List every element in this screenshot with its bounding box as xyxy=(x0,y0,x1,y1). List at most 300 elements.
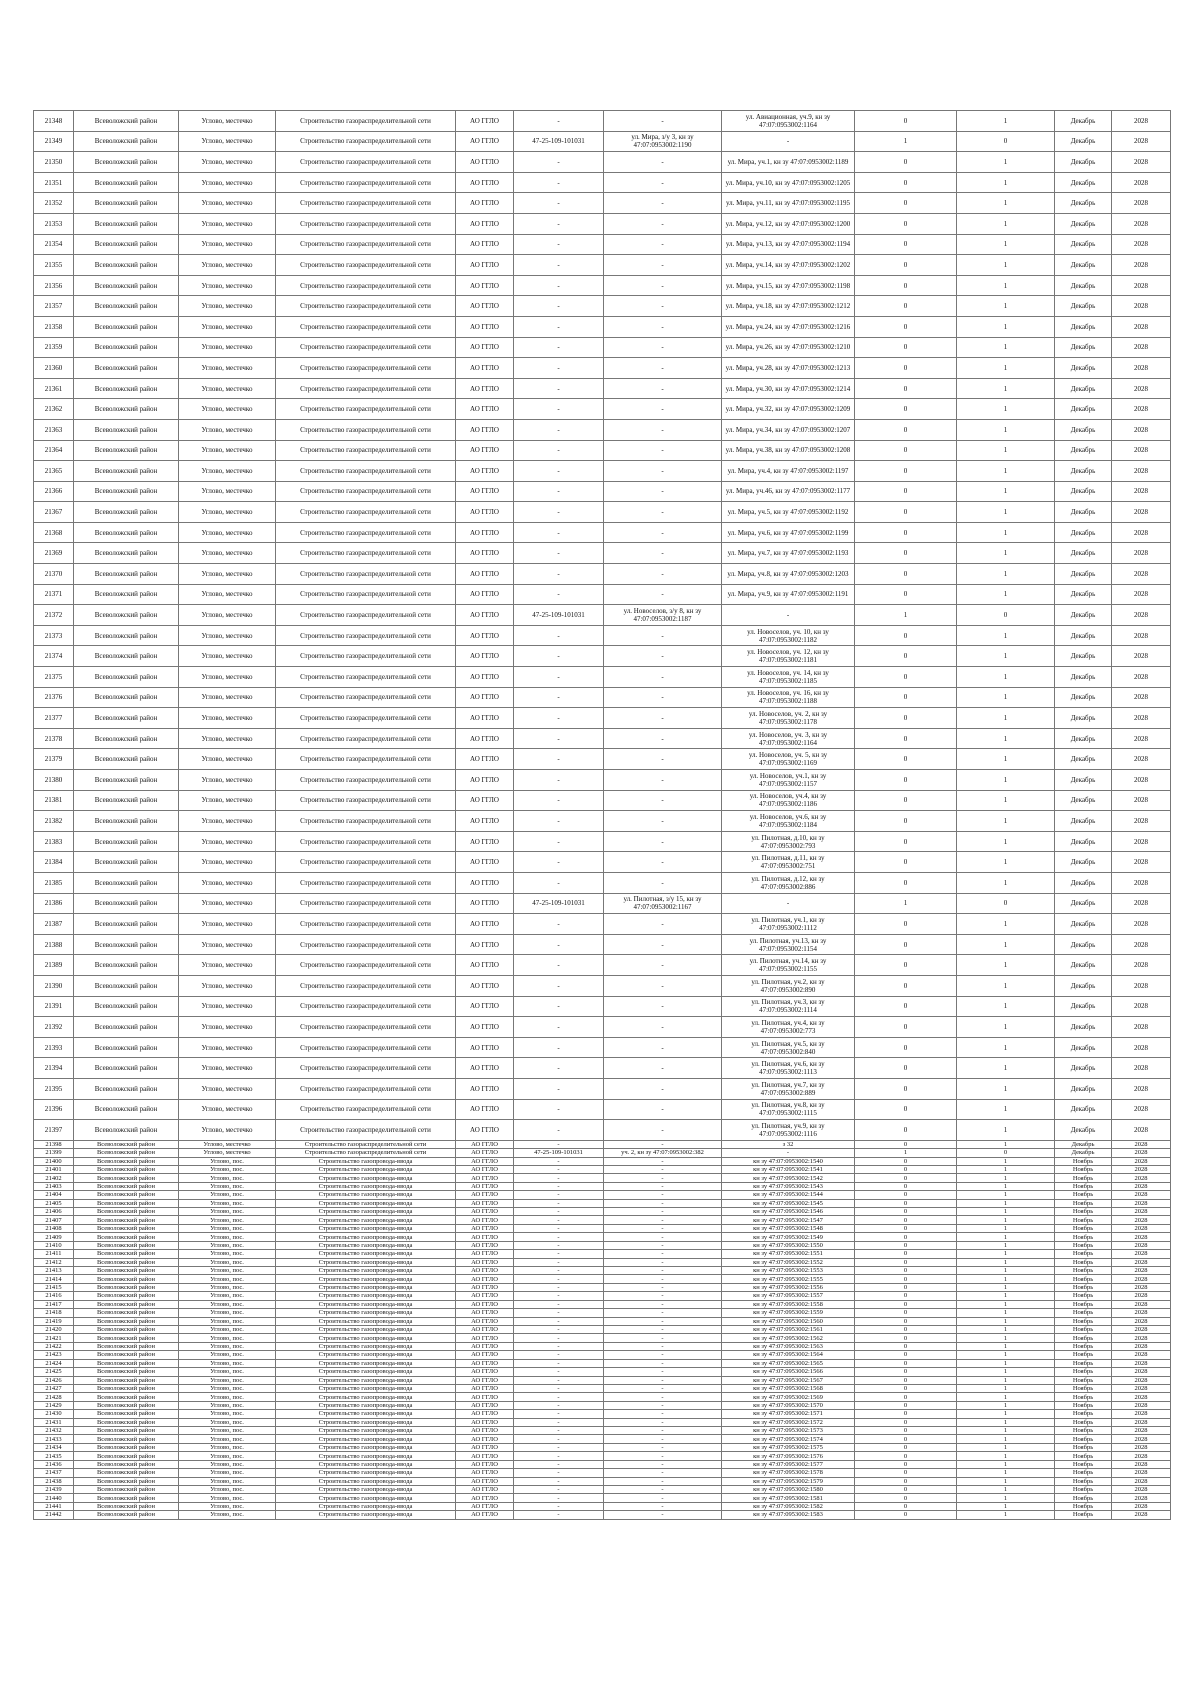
organization-cell: АО ГГЛО xyxy=(456,440,514,461)
month-cell: Ноябрь xyxy=(1055,1401,1112,1409)
table-row xyxy=(34,1037,1171,1058)
address-cell: - xyxy=(604,1292,722,1300)
year-cell: 2028 xyxy=(1112,1283,1171,1291)
row-id-cell: 21433 xyxy=(34,1435,74,1443)
organization-cell: АО ГГЛО xyxy=(456,131,514,152)
work-type-cell: Строительство газораспределительной сети xyxy=(276,955,456,976)
year-cell: 2028 xyxy=(1112,1267,1171,1275)
year-cell: 2028 xyxy=(1112,1208,1171,1216)
row-id-cell: 21431 xyxy=(34,1418,74,1426)
address-cell: - xyxy=(604,1216,722,1224)
organization-cell: АО ГГЛО xyxy=(456,564,514,585)
organization-cell: АО ГГЛО xyxy=(456,1292,514,1300)
code-cell: - xyxy=(514,1502,604,1510)
row-id-cell: 21429 xyxy=(34,1401,74,1409)
count-a-cell: 0 xyxy=(855,831,957,852)
month-cell: Декабрь xyxy=(1055,646,1112,667)
cadastral-address-cell: ул. Пилотная, уч.14, кн зу 47:07:0953002:1155 xyxy=(722,955,855,976)
year-cell: 2028 xyxy=(1112,1300,1171,1308)
district-cell: Всеволожский район xyxy=(74,275,179,296)
organization-cell: АО ГГЛО xyxy=(456,1191,514,1199)
row-id-cell: 21398 xyxy=(34,1140,74,1148)
row-id-cell: 21368 xyxy=(34,522,74,543)
row-id-cell: 21413 xyxy=(34,1267,74,1275)
district-cell: Всеволожский район xyxy=(74,646,179,667)
count-a-cell: 0 xyxy=(855,1427,957,1435)
row-id-cell: 21427 xyxy=(34,1384,74,1392)
row-id-cell: 21423 xyxy=(34,1351,74,1359)
count-a-cell: 1 xyxy=(855,1149,957,1157)
work-type-cell: Строительство газопровода-ввода xyxy=(276,1351,456,1359)
count-a-cell: 0 xyxy=(855,1017,957,1038)
table-row xyxy=(34,811,1171,832)
address-cell: - xyxy=(604,213,722,234)
address-cell: - xyxy=(604,1165,722,1173)
cadastral-address-cell: кн зу 47:07:0953002:1579 xyxy=(722,1477,855,1485)
year-cell: 2028 xyxy=(1112,1511,1171,1519)
year-cell: 2028 xyxy=(1112,708,1171,729)
cadastral-address-cell: ул. Пилотная, уч.3, кн зу 47:07:0953002:1114 xyxy=(722,996,855,1017)
cadastral-address-cell: ул. Новоселов, уч.1, кн зу 47:07:0953002:1157 xyxy=(722,770,855,791)
district-cell: Всеволожский район xyxy=(74,1494,179,1502)
district-cell: Всеволожский район xyxy=(74,1351,179,1359)
row-id-cell: 21387 xyxy=(34,914,74,935)
code-cell: - xyxy=(514,1300,604,1308)
address-cell: - xyxy=(604,1502,722,1510)
row-id-cell: 21373 xyxy=(34,625,74,646)
code-cell: - xyxy=(514,296,604,317)
table-row xyxy=(34,172,1171,193)
count-b-cell: 1 xyxy=(957,1401,1055,1409)
district-cell: Всеволожский район xyxy=(74,461,179,482)
table-row xyxy=(34,1443,1171,1451)
cadastral-address-cell: ул. Пилотная, уч.1, кн зу 47:07:0953002:1112 xyxy=(722,914,855,935)
count-b-cell: 1 xyxy=(957,996,1055,1017)
code-cell: - xyxy=(514,1140,604,1148)
cadastral-address-cell: ул. Мира, уч.14, кн зу 47:07:0953002:1202 xyxy=(722,255,855,276)
cadastral-address-cell: кн зу 47:07:0953002:1574 xyxy=(722,1435,855,1443)
count-a-cell: 0 xyxy=(855,1099,957,1120)
district-cell: Всеволожский район xyxy=(74,625,179,646)
organization-cell: АО ГГЛО xyxy=(456,770,514,791)
row-id-cell: 21383 xyxy=(34,831,74,852)
organization-cell: АО ГГЛО xyxy=(456,1511,514,1519)
place-cell: Углово, местечко xyxy=(179,337,276,358)
address-cell: - xyxy=(604,1017,722,1038)
count-a-cell: 0 xyxy=(855,584,957,605)
count-a-cell: 0 xyxy=(855,1037,957,1058)
row-id-cell: 21399 xyxy=(34,1149,74,1157)
count-a-cell: 0 xyxy=(855,1199,957,1207)
organization-cell: АО ГГЛО xyxy=(456,996,514,1017)
place-cell: Углово, пос. xyxy=(179,1427,276,1435)
row-id-cell: 21391 xyxy=(34,996,74,1017)
district-cell: Всеволожский район xyxy=(74,1224,179,1232)
year-cell: 2028 xyxy=(1112,1275,1171,1283)
address-cell: - xyxy=(604,1418,722,1426)
month-cell: Декабрь xyxy=(1055,1017,1112,1038)
count-a-cell: 0 xyxy=(855,1443,957,1451)
address-cell: - xyxy=(604,152,722,173)
place-cell: Углово, местечко xyxy=(179,646,276,667)
month-cell: Ноябрь xyxy=(1055,1384,1112,1392)
work-type-cell: Строительство газопровода-ввода xyxy=(276,1393,456,1401)
cadastral-address-cell: кн зу 47:07:0953002:1551 xyxy=(722,1250,855,1258)
code-cell: - xyxy=(514,1283,604,1291)
organization-cell: АО ГГЛО xyxy=(456,811,514,832)
cadastral-address-cell: кн зу 47:07:0953002:1576 xyxy=(722,1452,855,1460)
address-cell: - xyxy=(604,172,722,193)
code-cell: - xyxy=(514,790,604,811)
code-cell: - xyxy=(514,934,604,955)
year-cell: 2028 xyxy=(1112,1502,1171,1510)
count-b-cell: 1 xyxy=(957,1359,1055,1367)
cadastral-address-cell: кн зу 47:07:0953002:1559 xyxy=(722,1309,855,1317)
month-cell: Декабрь xyxy=(1055,234,1112,255)
count-a-cell: 0 xyxy=(855,1418,957,1426)
organization-cell: АО ГГЛО xyxy=(456,1233,514,1241)
table-row xyxy=(34,1292,1171,1300)
count-a-cell: 0 xyxy=(855,934,957,955)
table-row xyxy=(34,1359,1171,1367)
code-cell: - xyxy=(514,1325,604,1333)
row-id-cell: 21366 xyxy=(34,481,74,502)
work-type-cell: Строительство газопровода-ввода xyxy=(276,1494,456,1502)
work-type-cell: Строительство газораспределительной сети xyxy=(276,1099,456,1120)
code-cell: - xyxy=(514,1267,604,1275)
code-cell: - xyxy=(514,625,604,646)
work-type-cell: Строительство газопровода-ввода xyxy=(276,1401,456,1409)
count-a-cell: 0 xyxy=(855,1233,957,1241)
code-cell: - xyxy=(514,481,604,502)
code-cell: - xyxy=(514,193,604,214)
table-row xyxy=(34,975,1171,996)
district-cell: Всеволожский район xyxy=(74,728,179,749)
cadastral-address-cell: ул. Новоселов, уч. 12, кн зу 47:07:0953002:1181 xyxy=(722,646,855,667)
organization-cell: АО ГГЛО xyxy=(456,543,514,564)
month-cell: Декабрь xyxy=(1055,687,1112,708)
count-b-cell: 1 xyxy=(957,975,1055,996)
address-cell: - xyxy=(604,316,722,337)
work-type-cell: Строительство газопровода-ввода xyxy=(276,1267,456,1275)
year-cell: 2028 xyxy=(1112,1460,1171,1468)
month-cell: Ноябрь xyxy=(1055,1199,1112,1207)
address-cell: - xyxy=(604,1258,722,1266)
work-type-cell: Строительство газораспределительной сети xyxy=(276,1120,456,1141)
count-a-cell: 0 xyxy=(855,1208,957,1216)
district-cell: Всеволожский район xyxy=(74,996,179,1017)
work-type-cell: Строительство газораспределительной сети xyxy=(276,914,456,935)
work-type-cell: Строительство газопровода-ввода xyxy=(276,1208,456,1216)
address-cell: - xyxy=(604,790,722,811)
count-a-cell: 0 xyxy=(855,1224,957,1232)
place-cell: Углово, пос. xyxy=(179,1334,276,1342)
district-cell: Всеволожский район xyxy=(74,337,179,358)
cadastral-address-cell: кн зу 47:07:0953002:1580 xyxy=(722,1485,855,1493)
organization-cell: АО ГГЛО xyxy=(456,934,514,955)
work-type-cell: Строительство газопровода-ввода xyxy=(276,1241,456,1249)
place-cell: Углово, пос. xyxy=(179,1485,276,1493)
table-row xyxy=(34,1393,1171,1401)
address-cell: - xyxy=(604,1410,722,1418)
table-row xyxy=(34,1342,1171,1350)
month-cell: Ноябрь xyxy=(1055,1435,1112,1443)
count-a-cell: 0 xyxy=(855,337,957,358)
row-id-cell: 21362 xyxy=(34,399,74,420)
count-a-cell: 0 xyxy=(855,1058,957,1079)
address-cell: - xyxy=(604,1309,722,1317)
organization-cell: АО ГГЛО xyxy=(456,1334,514,1342)
address-cell: - xyxy=(604,872,722,893)
place-cell: Углово, местечко xyxy=(179,1017,276,1038)
district-cell: Всеволожский район xyxy=(74,1199,179,1207)
count-a-cell: 0 xyxy=(855,1140,957,1148)
count-b-cell: 1 xyxy=(957,1368,1055,1376)
row-id-cell: 21352 xyxy=(34,193,74,214)
district-cell: Всеволожский район xyxy=(74,790,179,811)
year-cell: 2028 xyxy=(1112,1258,1171,1266)
place-cell: Углово, местечко xyxy=(179,564,276,585)
place-cell: Углово, пос. xyxy=(179,1469,276,1477)
row-id-cell: 21419 xyxy=(34,1317,74,1325)
row-id-cell: 21348 xyxy=(34,111,74,132)
cadastral-address-cell: ул. Мира, уч.10, кн зу 47:07:0953002:1205 xyxy=(722,172,855,193)
code-cell: - xyxy=(514,1199,604,1207)
code-cell: - xyxy=(514,1174,604,1182)
district-cell: Всеволожский район xyxy=(74,1058,179,1079)
code-cell: - xyxy=(514,1351,604,1359)
work-type-cell: Строительство газопровода-ввода xyxy=(276,1452,456,1460)
organization-cell: АО ГГЛО xyxy=(456,1309,514,1317)
year-cell: 2028 xyxy=(1112,522,1171,543)
row-id-cell: 21418 xyxy=(34,1309,74,1317)
place-cell: Углово, местечко xyxy=(179,708,276,729)
district-cell: Всеволожский район xyxy=(74,667,179,688)
count-b-cell: 1 xyxy=(957,811,1055,832)
cadastral-address-cell: кн зу 47:07:0953002:1556 xyxy=(722,1283,855,1291)
month-cell: Декабрь xyxy=(1055,728,1112,749)
table-row xyxy=(34,193,1171,214)
cadastral-address-cell: кн зу 47:07:0953002:1547 xyxy=(722,1216,855,1224)
work-type-cell: Строительство газораспределительной сети xyxy=(276,255,456,276)
count-a-cell: 0 xyxy=(855,811,957,832)
row-id-cell: 21365 xyxy=(34,461,74,482)
month-cell: Декабрь xyxy=(1055,522,1112,543)
address-cell: - xyxy=(604,708,722,729)
organization-cell: АО ГГЛО xyxy=(456,1342,514,1350)
cadastral-address-cell: кн зу 47:07:0953002:1549 xyxy=(722,1233,855,1241)
table-row xyxy=(34,419,1171,440)
code-cell: - xyxy=(514,1410,604,1418)
cadastral-address-cell: ул. Пилотная, уч.4, кн зу 47:07:0953002:773 xyxy=(722,1017,855,1038)
address-cell: - xyxy=(604,1460,722,1468)
organization-cell: АО ГГЛО xyxy=(456,1216,514,1224)
code-cell: - xyxy=(514,996,604,1017)
month-cell: Декабрь xyxy=(1055,667,1112,688)
count-b-cell: 1 xyxy=(957,234,1055,255)
work-type-cell: Строительство газораспределительной сети xyxy=(276,461,456,482)
table-row xyxy=(34,1376,1171,1384)
count-b-cell: 1 xyxy=(957,543,1055,564)
organization-cell: АО ГГЛО xyxy=(456,625,514,646)
count-b-cell: 1 xyxy=(957,275,1055,296)
table-row xyxy=(34,1250,1171,1258)
year-cell: 2028 xyxy=(1112,914,1171,935)
place-cell: Углово, пос. xyxy=(179,1275,276,1283)
place-cell: Углово, местечко xyxy=(179,605,276,626)
count-b-cell: 1 xyxy=(957,1199,1055,1207)
code-cell: - xyxy=(514,955,604,976)
code-cell: - xyxy=(514,1477,604,1485)
count-a-cell: 0 xyxy=(855,111,957,132)
table-row xyxy=(34,728,1171,749)
year-cell: 2028 xyxy=(1112,316,1171,337)
count-b-cell: 1 xyxy=(957,1058,1055,1079)
work-type-cell: Строительство газопровода-ввода xyxy=(276,1376,456,1384)
district-cell: Всеволожский район xyxy=(74,152,179,173)
count-b-cell: 1 xyxy=(957,1099,1055,1120)
address-cell: - xyxy=(604,1267,722,1275)
place-cell: Углово, пос. xyxy=(179,1199,276,1207)
place-cell: Углово, пос. xyxy=(179,1309,276,1317)
district-cell: Всеволожский район xyxy=(74,1275,179,1283)
address-cell: уч. 2, кн зу 47:07:0953002:382 xyxy=(604,1149,722,1157)
month-cell: Декабрь xyxy=(1055,378,1112,399)
row-id-cell: 21428 xyxy=(34,1393,74,1401)
district-cell: Всеволожский район xyxy=(74,1165,179,1173)
work-type-cell: Строительство газораспределительной сети xyxy=(276,543,456,564)
table-row xyxy=(34,1401,1171,1409)
district-cell: Всеволожский район xyxy=(74,378,179,399)
address-cell: - xyxy=(604,1334,722,1342)
count-b-cell: 1 xyxy=(957,399,1055,420)
month-cell: Ноябрь xyxy=(1055,1494,1112,1502)
year-cell: 2028 xyxy=(1112,1140,1171,1148)
row-id-cell: 21414 xyxy=(34,1275,74,1283)
address-cell: - xyxy=(604,955,722,976)
work-type-cell: Строительство газопровода-ввода xyxy=(276,1443,456,1451)
district-cell: Всеволожский район xyxy=(74,255,179,276)
row-id-cell: 21380 xyxy=(34,770,74,791)
count-b-cell: 1 xyxy=(957,1393,1055,1401)
place-cell: Углово, местечко xyxy=(179,996,276,1017)
cadastral-address-cell: ул. Мира, уч.11, кн зу 47:07:0953002:1195 xyxy=(722,193,855,214)
code-cell: - xyxy=(514,1317,604,1325)
place-cell: Углово, пос. xyxy=(179,1191,276,1199)
organization-cell: АО ГГЛО xyxy=(456,1494,514,1502)
address-cell: - xyxy=(604,728,722,749)
cadastral-address-cell: кн зу 47:07:0953002:1541 xyxy=(722,1165,855,1173)
table-row xyxy=(34,790,1171,811)
cadastral-address-cell: ул. Пилотная, д.11, кн зу 47:07:0953002:751 xyxy=(722,852,855,873)
month-cell: Декабрь xyxy=(1055,1149,1112,1157)
count-a-cell: 0 xyxy=(855,1275,957,1283)
place-cell: Углово, пос. xyxy=(179,1418,276,1426)
year-cell: 2028 xyxy=(1112,131,1171,152)
year-cell: 2028 xyxy=(1112,337,1171,358)
month-cell: Ноябрь xyxy=(1055,1216,1112,1224)
work-type-cell: Строительство газопровода-ввода xyxy=(276,1359,456,1367)
district-cell: Всеволожский район xyxy=(74,605,179,626)
count-b-cell: 1 xyxy=(957,1300,1055,1308)
work-type-cell: Строительство газораспределительной сети xyxy=(276,316,456,337)
table-row xyxy=(34,1078,1171,1099)
table-row xyxy=(34,1157,1171,1165)
year-cell: 2028 xyxy=(1112,111,1171,132)
row-id-cell: 21353 xyxy=(34,213,74,234)
cadastral-address-cell: з 32 xyxy=(722,1140,855,1148)
count-a-cell: 0 xyxy=(855,1241,957,1249)
place-cell: Углово, пос. xyxy=(179,1477,276,1485)
address-cell: - xyxy=(604,1120,722,1141)
place-cell: Углово, пос. xyxy=(179,1502,276,1510)
table-row xyxy=(34,234,1171,255)
work-type-cell: Строительство газораспределительной сети xyxy=(276,378,456,399)
place-cell: Углово, местечко xyxy=(179,584,276,605)
organization-cell: АО ГГЛО xyxy=(456,1469,514,1477)
organization-cell: АО ГГЛО xyxy=(456,687,514,708)
cadastral-address-cell: кн зу 47:07:0953002:1543 xyxy=(722,1182,855,1190)
row-id-cell: 21364 xyxy=(34,440,74,461)
count-a-cell: 0 xyxy=(855,749,957,770)
year-cell: 2028 xyxy=(1112,1351,1171,1359)
work-type-cell: Строительство газопровода-ввода xyxy=(276,1216,456,1224)
cadastral-address-cell: кн зу 47:07:0953002:1546 xyxy=(722,1208,855,1216)
row-id-cell: 21394 xyxy=(34,1058,74,1079)
count-b-cell: 1 xyxy=(957,852,1055,873)
district-cell: Всеволожский район xyxy=(74,502,179,523)
work-type-cell: Строительство газораспределительной сети xyxy=(276,975,456,996)
code-cell: - xyxy=(514,1058,604,1079)
month-cell: Декабрь xyxy=(1055,1120,1112,1141)
code-cell: - xyxy=(514,337,604,358)
address-cell: - xyxy=(604,358,722,379)
work-type-cell: Строительство газопровода-ввода xyxy=(276,1342,456,1350)
month-cell: Ноябрь xyxy=(1055,1267,1112,1275)
row-id-cell: 21410 xyxy=(34,1241,74,1249)
address-cell: - xyxy=(604,1275,722,1283)
count-a-cell: 0 xyxy=(855,296,957,317)
code-cell: - xyxy=(514,1165,604,1173)
address-cell: - xyxy=(604,296,722,317)
table-row xyxy=(34,1182,1171,1190)
code-cell: - xyxy=(514,872,604,893)
code-cell: - xyxy=(514,440,604,461)
count-a-cell: 0 xyxy=(855,1334,957,1342)
organization-cell: АО ГГЛО xyxy=(456,111,514,132)
table-row xyxy=(34,1351,1171,1359)
month-cell: Декабрь xyxy=(1055,584,1112,605)
district-cell: Всеволожский район xyxy=(74,852,179,873)
work-type-cell: Строительство газопровода-ввода xyxy=(276,1191,456,1199)
address-cell: ул. Мира, з/у 3, кн зу 47:07:0953002:1190 xyxy=(604,131,722,152)
month-cell: Ноябрь xyxy=(1055,1359,1112,1367)
district-cell: Всеволожский район xyxy=(74,811,179,832)
table-row xyxy=(34,378,1171,399)
year-cell: 2028 xyxy=(1112,1393,1171,1401)
place-cell: Углово, пос. xyxy=(179,1368,276,1376)
organization-cell: АО ГГЛО xyxy=(456,1140,514,1148)
table-row xyxy=(34,852,1171,873)
count-a-cell: 0 xyxy=(855,1401,957,1409)
row-id-cell: 21416 xyxy=(34,1292,74,1300)
place-cell: Углово, пос. xyxy=(179,1224,276,1232)
cadastral-address-cell: ул. Мира, уч.46, кн зу 47:07:0953002:1177 xyxy=(722,481,855,502)
code-cell: - xyxy=(514,811,604,832)
place-cell: Углово, местечко xyxy=(179,667,276,688)
place-cell: Углово, пос. xyxy=(179,1376,276,1384)
cadastral-address-cell: ул. Мира, уч.38, кн зу 47:07:0953002:1208 xyxy=(722,440,855,461)
